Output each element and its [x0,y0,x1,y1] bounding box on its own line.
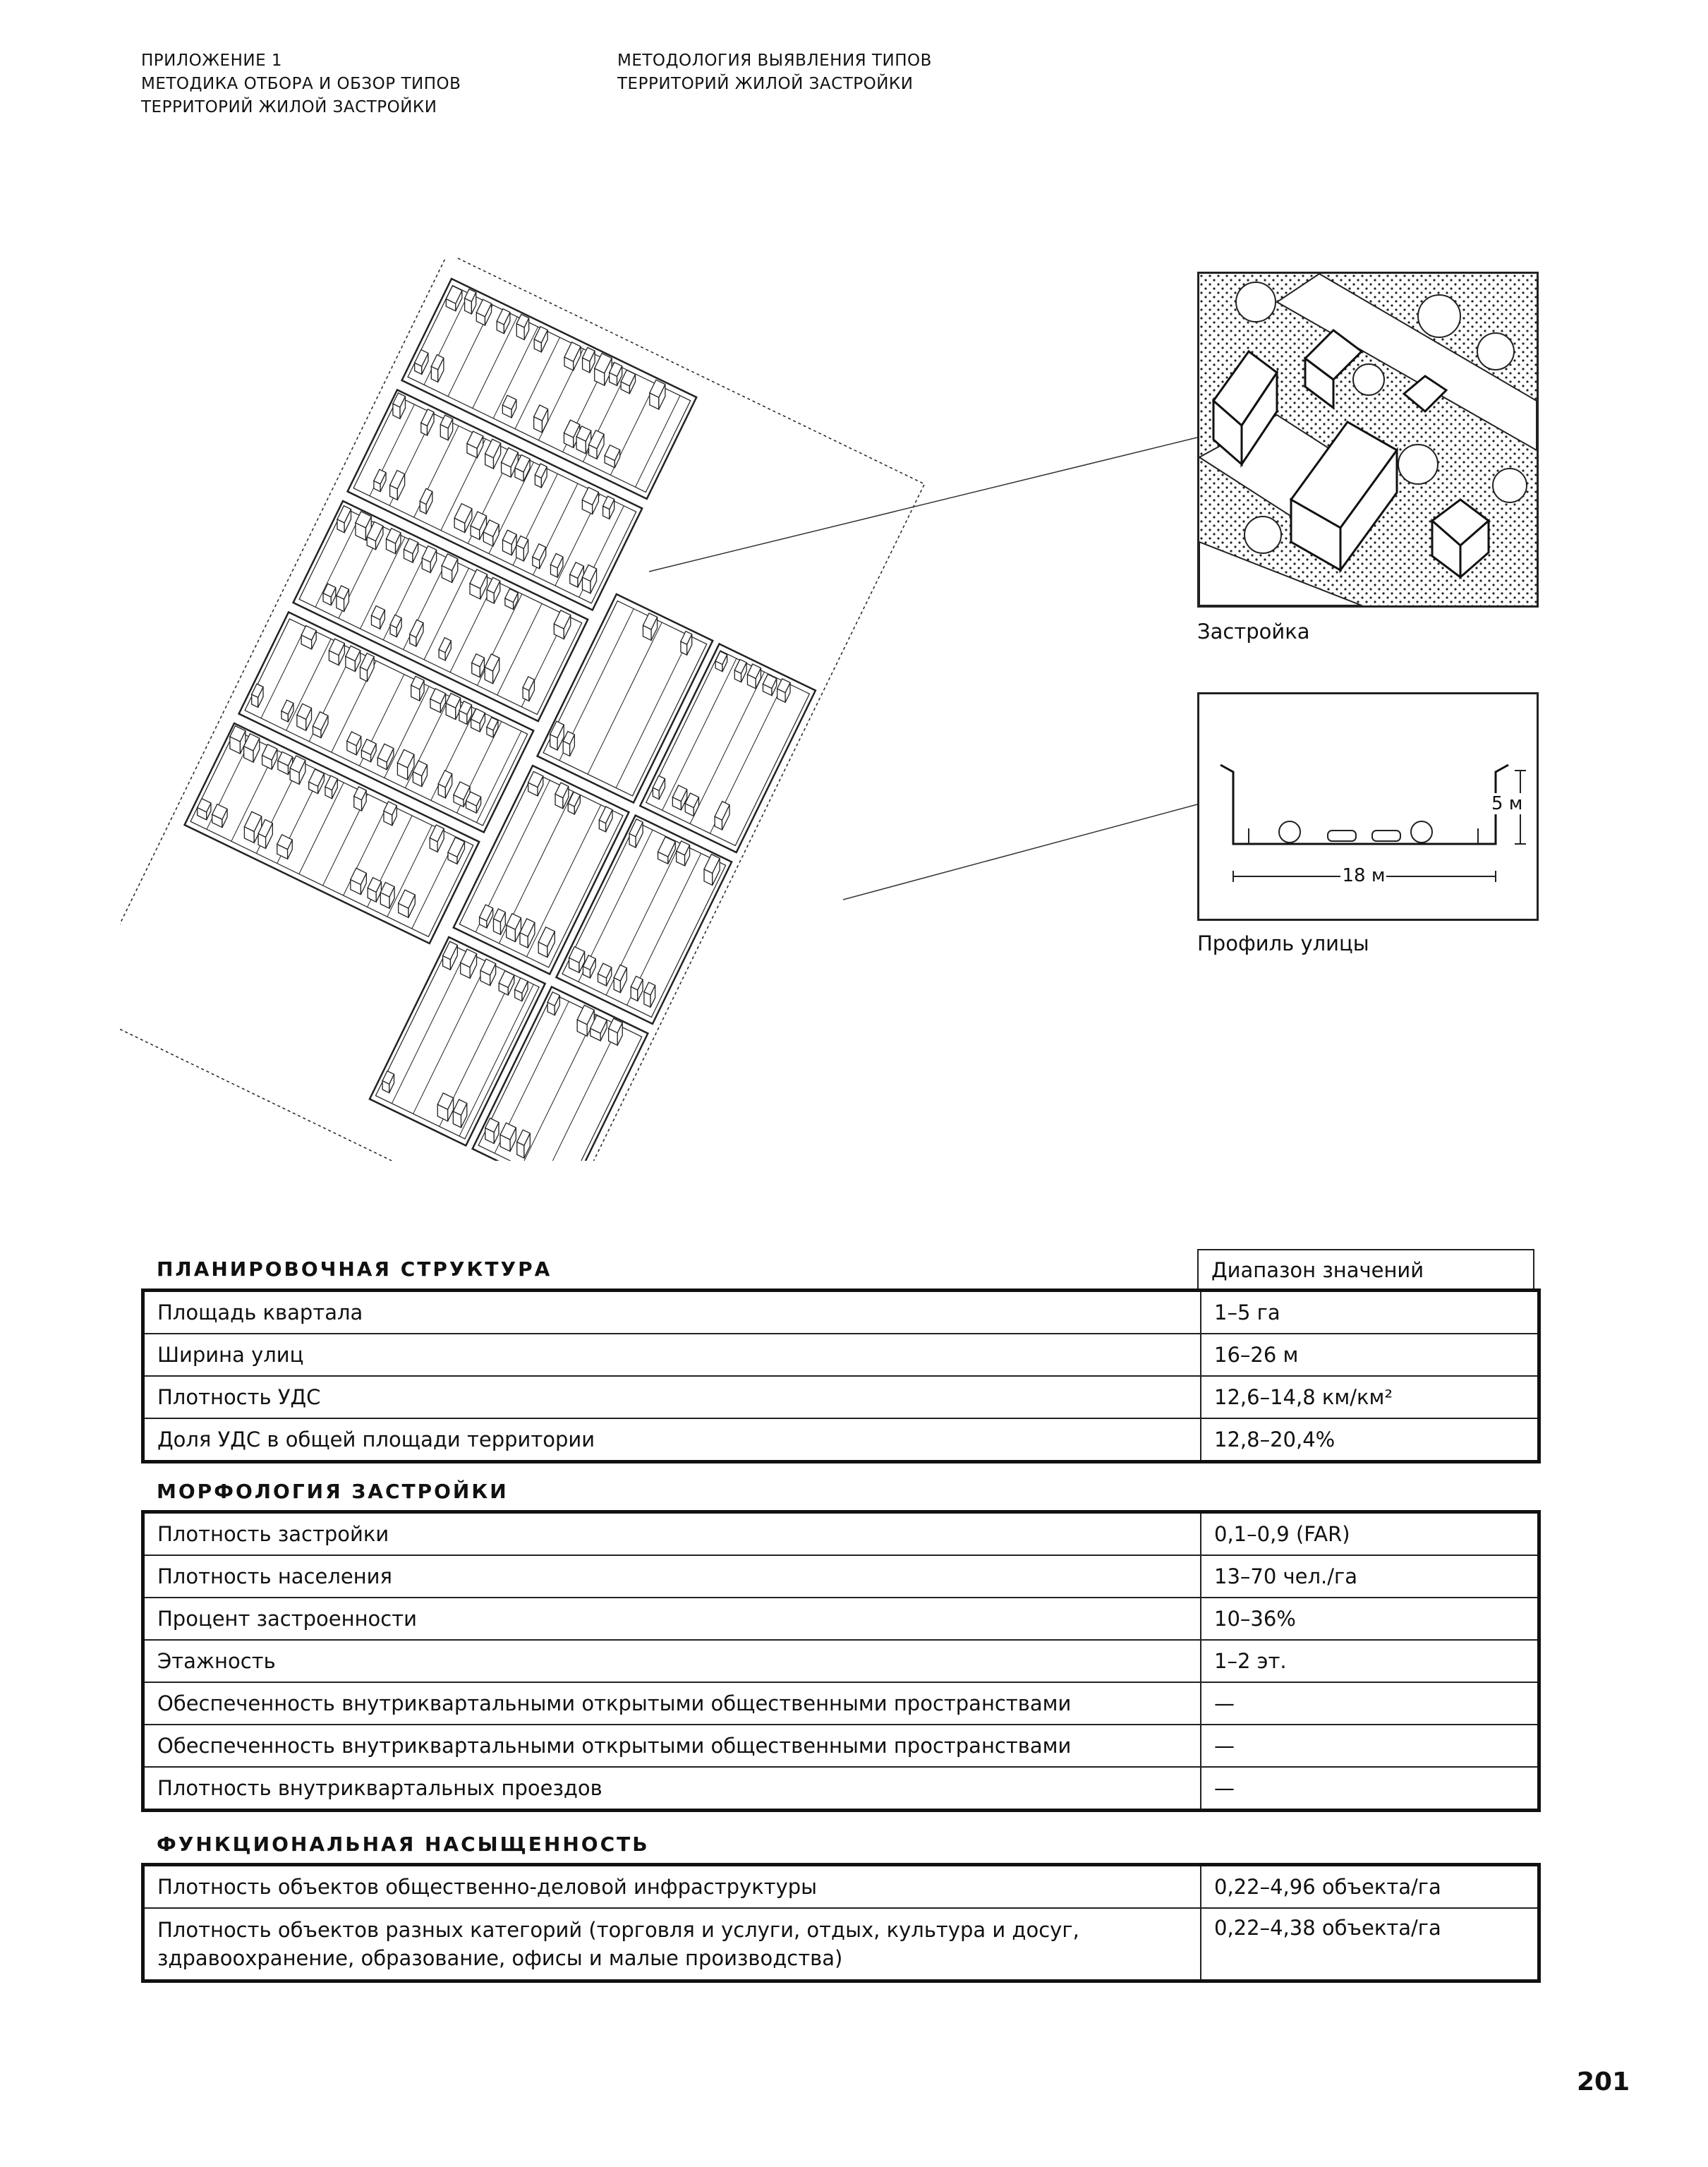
table-row [143,1512,1539,1556]
row-label: Плотность объектов общественно-деловой инфраструктуры [143,1865,1201,1909]
row-label: Этажность [143,1640,1201,1682]
row-value: 16–26 м [1201,1334,1539,1376]
page-number: 201 [1577,2068,1630,2096]
row-value: 12,8–20,4% [1201,1418,1539,1462]
table-row [143,1767,1539,1811]
row-label: Ширина улиц [143,1334,1201,1376]
range-column-header: Диапазон значений [1197,1249,1534,1288]
table-row [143,1376,1539,1418]
table-row [143,1418,1539,1462]
running-header-left [141,49,461,119]
row-value: 0,1–0,9 (FAR) [1214,1522,1350,1546]
row-value: 0,22–4,96 объекта/га [1214,1875,1441,1899]
row-label: Обеспеченность внутриквартальными открытыми общественными пространствами [143,1682,1201,1725]
table-row [143,1291,1539,1334]
row-label: Плотность внутриквартальных проездов [143,1767,1201,1811]
row-value: — [1201,1682,1539,1725]
building-illustration [1199,274,1537,605]
running-header-right [617,49,932,96]
table-row [143,1598,1539,1640]
building-caption: Застройка [1197,620,1310,644]
section-title-planning: ПЛАНИРОВОЧНАЯ СТРУКТУРА [157,1257,552,1281]
header-line: ПРИЛОЖЕНИЕ 1 [141,52,283,70]
axonometric-site-plan [120,258,1037,1161]
street-profile-inset [1197,692,1539,921]
row-label: Плотность УДС [143,1376,1201,1418]
table-row [143,1725,1539,1767]
table-row [143,1555,1539,1598]
row-value: 1–5 га [1214,1300,1280,1324]
table-row [143,1865,1539,1909]
table-row [143,1908,1539,1981]
profile-width-label: 18 м [1342,865,1386,886]
header-line: ТЕРРИТОРИЙ ЖИЛОЙ ЗАСТРОЙКИ [141,98,437,116]
table-row [143,1640,1539,1682]
row-label: Плотность населения [143,1555,1201,1598]
row-label: Плотность застройки [143,1512,1201,1556]
row-value: 12,6–14,8 км/км² [1201,1376,1539,1418]
row-label: Площадь квартала [143,1291,1201,1334]
functional-table [141,1863,1541,1983]
row-value: 1–2 эт. [1201,1640,1539,1682]
row-label: Процент застроенности [143,1598,1201,1640]
row-value: 0,22–4,38 объекта/га [1201,1908,1539,1981]
table-row [143,1334,1539,1376]
street-profile-caption: Профиль улицы [1197,931,1369,955]
section-title-morphology: МОРФОЛОГИЯ ЗАСТРОЙКИ [157,1480,509,1503]
profile-height-label: 5 м [1491,793,1523,814]
header-line: МЕТОДИКА ОТБОРА И ОБЗОР ТИПОВ [141,75,461,93]
header-line: ТЕРРИТОРИЙ ЖИЛОЙ ЗАСТРОЙКИ [617,75,914,93]
planning-table [141,1288,1541,1463]
row-value: — [1201,1767,1539,1811]
row-label: Доля УДС в общей площади территории [143,1418,1201,1462]
row-label: Обеспеченность внутриквартальными открытыми общественными пространствами [143,1725,1201,1767]
table-row [143,1682,1539,1725]
row-value: 10–36% [1201,1598,1539,1640]
section-title-functional: ФУНКЦИОНАЛЬНАЯ НАСЫЩЕННОСТЬ [157,1833,650,1856]
morphology-table [141,1510,1541,1812]
header-line: МЕТОДОЛОГИЯ ВЫЯВЛЕНИЯ ТИПОВ [617,52,932,70]
row-label: Плотность объектов разных категорий (торговля и услуги, отдых, культура и досуг, здравоохранение, образование, офисы и малые производства) [143,1908,1201,1981]
row-value: 13–70 чел./га [1201,1555,1539,1598]
row-value: — [1201,1725,1539,1767]
building-detail-inset [1197,272,1539,608]
